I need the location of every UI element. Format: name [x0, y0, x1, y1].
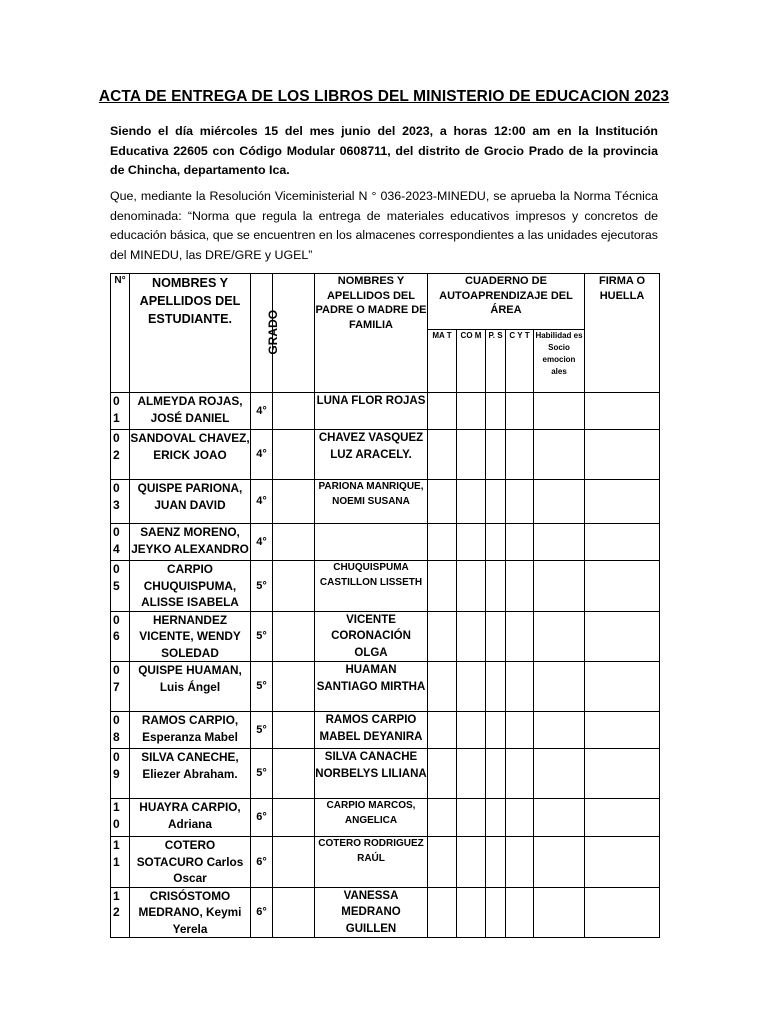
parent-name: VANESSA MEDRANO GUILLEN [315, 887, 428, 938]
student-grade: 5° [251, 662, 273, 712]
student-name: QUISPE PARIONA, JUAN DAVID [130, 480, 251, 524]
student-name: RAMOS CARPIO, Esperanza Mabel [130, 712, 251, 749]
table-row [111, 799, 660, 837]
header-area-com: CO M [457, 330, 486, 393]
check-com [457, 393, 486, 430]
check-cyt [506, 480, 534, 524]
row-number: 1 2 [111, 887, 130, 938]
blank-cell [273, 837, 315, 888]
check-habilidades [534, 799, 585, 837]
signature-cell [585, 887, 660, 938]
check-cyt [506, 712, 534, 749]
header-number: N° [111, 274, 130, 393]
student-grade: 5° [251, 749, 273, 799]
check-ps [486, 712, 506, 749]
student-name: HERNANDEZ VICENTE, WENDY SOLEDAD [130, 611, 251, 662]
student-grade: 6° [251, 837, 273, 888]
signature-cell [585, 712, 660, 749]
check-ps [486, 887, 506, 938]
check-ps [486, 611, 506, 662]
check-mat [428, 561, 457, 612]
check-com [457, 837, 486, 888]
intro-paragraph: Siendo el día miércoles 15 del mes junio del 2023, a horas 12:00 am en la Institución Educativa 22605 con Código Modular 0608711, del distrito de Grocio Prado de la provincia de Chincha, departamento Ica. [110, 124, 658, 177]
table-row [111, 480, 660, 524]
header-area-mat: MA T [428, 330, 457, 393]
check-com [457, 561, 486, 612]
blank-cell [273, 524, 315, 561]
blank-cell [273, 799, 315, 837]
row-number: 0 2 [111, 430, 130, 480]
check-cyt [506, 524, 534, 561]
header-workbook: CUADERNO DE AUTOAPRENDIZAJE DEL ÁREA [428, 274, 585, 330]
student-name: HUAYRA CARPIO, Adriana [130, 799, 251, 837]
signature-cell [585, 480, 660, 524]
student-name: QUISPE HUAMAN, Luis Ángel [130, 662, 251, 712]
header-grade-label: GRADO [266, 310, 281, 355]
blank-cell [273, 430, 315, 480]
signature-cell [585, 393, 660, 430]
check-ps [486, 393, 506, 430]
row-number: 0 8 [111, 712, 130, 749]
student-name: CARPIO CHUQUISPUMA, ALISSE ISABELA [130, 561, 251, 612]
blank-cell [273, 393, 315, 430]
check-habilidades [534, 887, 585, 938]
student-grade: 6° [251, 799, 273, 837]
student-grade: 6° [251, 887, 273, 938]
check-ps [486, 430, 506, 480]
blank-cell [273, 662, 315, 712]
check-cyt [506, 887, 534, 938]
check-mat [428, 524, 457, 561]
check-habilidades [534, 561, 585, 612]
table-row [111, 393, 660, 430]
check-habilidades [534, 480, 585, 524]
student-name: SANDOVAL CHAVEZ, ERICK JOAO [130, 430, 251, 480]
signature-cell [585, 611, 660, 662]
delivery-table [110, 273, 660, 938]
header-grade [251, 274, 281, 393]
student-grade: 4° [251, 393, 273, 430]
table-row [111, 887, 660, 938]
header-student: NOMBRES Y APELLIDOS DEL ESTUDIANTE. [130, 274, 251, 393]
header-area-habilidades: Habilidad es Socio emocion ales [534, 330, 585, 393]
check-habilidades [534, 524, 585, 561]
check-com [457, 430, 486, 480]
document-title: ACTA DE ENTREGA DE LOS LIBROS DEL MINISTERIO DE EDUCACION 2023 [98, 88, 670, 105]
check-cyt [506, 749, 534, 799]
parent-name: PARIONA MANRIQUE, NOEMI SUSANA [315, 480, 428, 524]
header-parent: NOMBRES Y APELLIDOS DEL PADRE O MADRE DE FAMILIA [315, 274, 428, 393]
check-cyt [506, 430, 534, 480]
header-area-ps: P. S [486, 330, 506, 393]
check-habilidades [534, 611, 585, 662]
parent-name [315, 524, 428, 561]
check-mat [428, 749, 457, 799]
parent-name: CHAVEZ VASQUEZ LUZ ARACELY. [315, 430, 428, 480]
check-com [457, 887, 486, 938]
check-mat [428, 799, 457, 837]
check-com [457, 799, 486, 837]
table-row [111, 561, 660, 612]
header-signature: FIRMA O HUELLA [585, 274, 660, 393]
check-com [457, 611, 486, 662]
signature-cell [585, 662, 660, 712]
table-row [111, 524, 660, 561]
row-number: 0 4 [111, 524, 130, 561]
signature-cell [585, 749, 660, 799]
parent-name: LUNA FLOR ROJAS [315, 393, 428, 430]
parent-name: SILVA CANACHE NORBELYS LILIANA [315, 749, 428, 799]
blank-cell [273, 887, 315, 938]
row-number: 1 0 [111, 799, 130, 837]
blank-cell [273, 611, 315, 662]
parent-name: VICENTE CORONACIÓN OLGA [315, 611, 428, 662]
check-ps [486, 749, 506, 799]
check-cyt [506, 799, 534, 837]
blank-cell [273, 561, 315, 612]
table-row [111, 430, 660, 480]
check-habilidades [534, 837, 585, 888]
check-mat [428, 611, 457, 662]
header-area-cyt: C Y T [506, 330, 534, 393]
row-number: 0 3 [111, 480, 130, 524]
table-row [111, 662, 660, 712]
student-name: SAENZ MORENO, JEYKO ALEXANDRO [130, 524, 251, 561]
student-name: COTERO SOTACURO Carlos Oscar [130, 837, 251, 888]
signature-cell [585, 837, 660, 888]
check-mat [428, 887, 457, 938]
check-cyt [506, 611, 534, 662]
check-habilidades [534, 749, 585, 799]
table-row [111, 749, 660, 799]
check-com [457, 662, 486, 712]
signature-cell [585, 799, 660, 837]
student-grade: 5° [251, 611, 273, 662]
parent-name: CHUQUISPUMA CASTILLON LISSETH [315, 561, 428, 612]
check-cyt [506, 561, 534, 612]
signature-cell [585, 524, 660, 561]
student-name: SILVA CANECHE, Eliezer Abraham. [130, 749, 251, 799]
row-number: 0 6 [111, 611, 130, 662]
parent-name: RAMOS CARPIO MABEL DEYANIRA [315, 712, 428, 749]
signature-cell [585, 561, 660, 612]
check-ps [486, 837, 506, 888]
check-com [457, 712, 486, 749]
check-com [457, 524, 486, 561]
check-habilidades [534, 393, 585, 430]
check-ps [486, 524, 506, 561]
student-name: CRISÓSTOMO MEDRANO, Keymi Yerela [130, 887, 251, 938]
check-cyt [506, 393, 534, 430]
parent-name: HUAMAN SANTIAGO MIRTHA [315, 662, 428, 712]
check-mat [428, 662, 457, 712]
student-grade: 4° [251, 524, 273, 561]
table-row [111, 837, 660, 888]
check-mat [428, 837, 457, 888]
row-number: 0 5 [111, 561, 130, 612]
student-grade: 5° [251, 712, 273, 749]
row-number: 0 9 [111, 749, 130, 799]
table-body [111, 393, 660, 938]
row-number: 0 7 [111, 662, 130, 712]
check-com [457, 749, 486, 799]
check-mat [428, 480, 457, 524]
student-grade: 4° [251, 480, 273, 524]
check-com [457, 480, 486, 524]
student-grade: 4° [251, 430, 273, 480]
student-name: ALMEYDA ROJAS, JOSÉ DANIEL [130, 393, 251, 430]
check-mat [428, 712, 457, 749]
parent-name: CARPIO MARCOS, ANGELICA [315, 799, 428, 837]
signature-cell [585, 430, 660, 480]
check-ps [486, 799, 506, 837]
check-ps [486, 480, 506, 524]
blank-cell [273, 480, 315, 524]
resolution-paragraph: Que, mediante la Resolución Viceministerial N ° 036-2023-MINEDU, se aprueba la Norma Técnica denominada: “Norma que regula la entrega de materiales educativos impresos y concretos de educación básica, que se encuentren en los almacenes correspondientes a las unidades ejecutoras del MINEDU, las DRE/GRE y UGEL” [110, 189, 658, 262]
check-mat [428, 430, 457, 480]
student-grade: 5° [251, 561, 273, 612]
row-number: 1 1 [111, 837, 130, 888]
check-cyt [506, 662, 534, 712]
parent-name: COTERO RODRIGUEZ RAÚL [315, 837, 428, 888]
check-mat [428, 393, 457, 430]
check-habilidades [534, 430, 585, 480]
table-row [111, 611, 660, 662]
check-habilidades [534, 712, 585, 749]
blank-cell [273, 712, 315, 749]
blank-cell [273, 749, 315, 799]
check-habilidades [534, 662, 585, 712]
row-number: 0 1 [111, 393, 130, 430]
check-ps [486, 561, 506, 612]
check-ps [486, 662, 506, 712]
table-row [111, 712, 660, 749]
check-cyt [506, 837, 534, 888]
